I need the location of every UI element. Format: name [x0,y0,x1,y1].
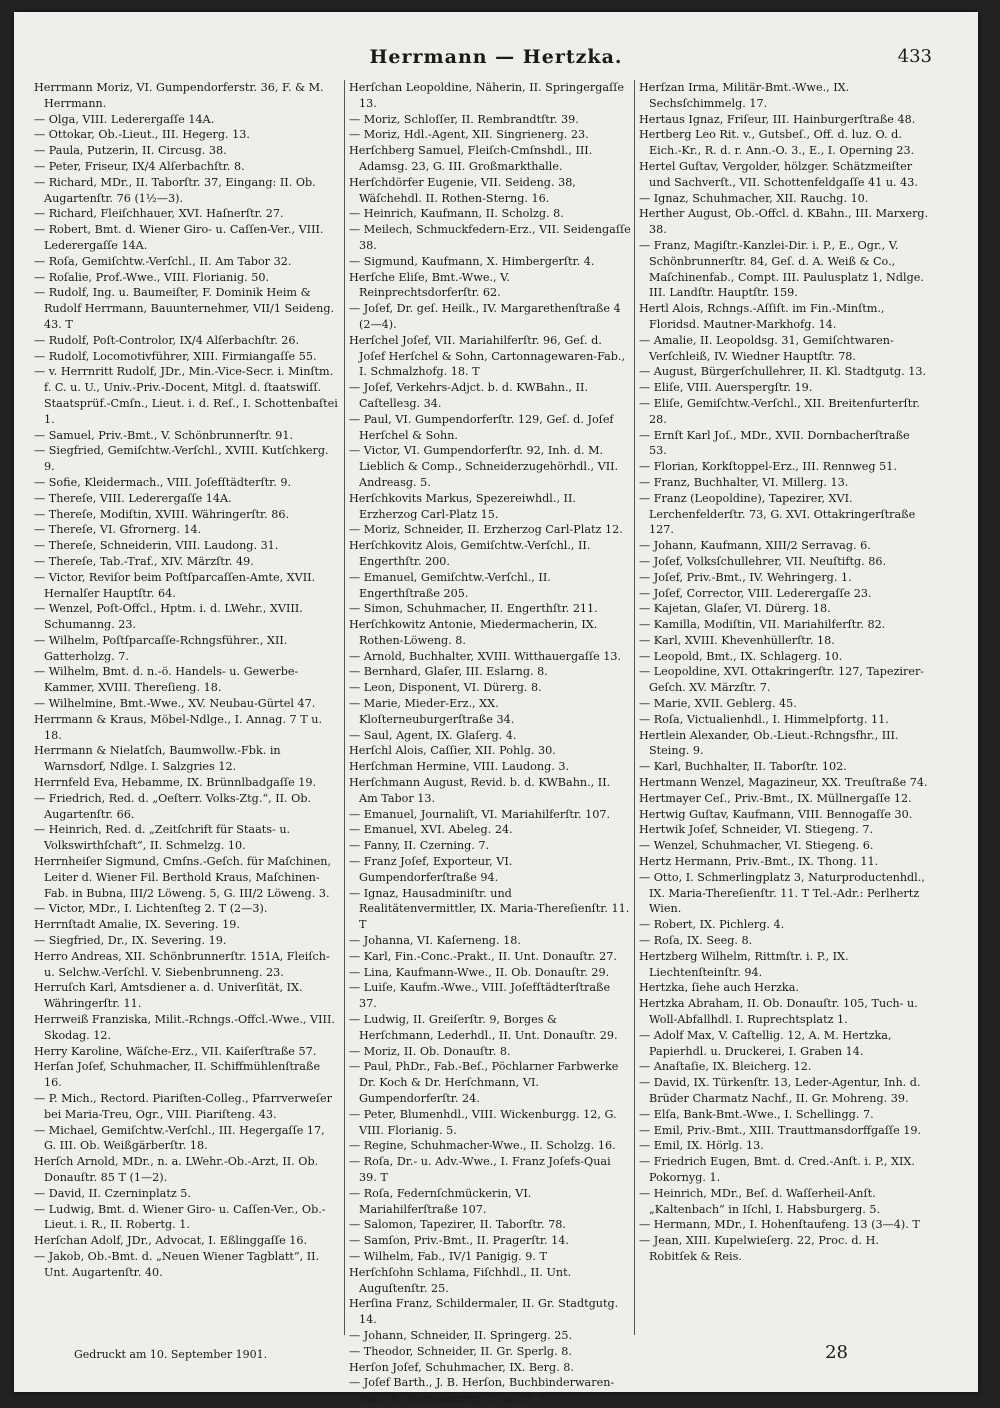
directory-entry: — Ignaz, Schuhmacher, XII. Rauchg. 10. [639,191,869,205]
directory-entry: — Paul, PhDr., Fab.-Beſ., Pöchlarner Farbwerke Dr. Koch & Dr. Herſchmann, VI. Gumpendorferſtr. 24. [349,1060,619,1105]
directory-entry: — Peter, Friseur, IX/4 Alſerbachſtr. 8. [34,159,245,173]
directory-entry: — Samuel, Priv.-Bmt., V. Schönbrunnerſtr. 91. [34,428,294,442]
directory-entry: Herrmann & Kraus, Möbel-Ndlge., I. Annag. 7 T u. 18. [34,712,322,742]
directory-entry: — Bernhard, Glaſer, III. Eslarng. 8. [349,665,548,679]
directory-entry: Herther August, Ob.-Offcl. d. KBahn., III. Marxerg. 38. [639,207,929,237]
directory-entry: — Moriz, Hdl.-Agent, XII. Singrienerg. 23. [349,128,589,142]
directory-entry: — Heinrich, Kaufmann, II. Scholzg. 8. [349,207,564,221]
directory-entry: Herruſch Karl, Amtsdiener a. d. Univerſität, IX. Währingerſtr. 11. [34,981,303,1011]
directory-entry: — Friedrich Eugen, Bmt. d. Cred.-Anſt. i. P., XIX. Pokornyg. 1. [639,1155,915,1184]
directory-entry: — Heinrich, Red. d. „Zeitſchrift für Staats- u. Volkswirthſchaft“, II. Schmelzg. 10. [34,823,291,853]
directory-entry: — Moriz, Schloſſer, II. Rembrandtſtr. 39. [349,112,579,126]
directory-entry: — Joſef Barth., J. B. Herſon, Buchbinderwaren-Fab., X. Puchsbaumg. 25 u. 27. T [349,1376,615,1406]
directory-entry: — Robert, Bmt. d. Wiener Giro- u. Caſſen-Ver., VIII. Lederergaſſe 14A. [34,223,324,252]
directory-entry: — Ludwig, Bmt. d. Wiener Giro- u. Caſſen-Ver., Ob.-Lieut. i. R., II. Robertg. 1. [34,1202,326,1232]
directory-entry: — Karl, XVIII. Khevenhüllerſtr. 18. [639,633,835,647]
directory-entry: — Richard, MDr., II. Taborſtr. 37, Eingang: II. Ob. Augartenſtr. 76 (1½—3). [34,175,316,205]
directory-entry: Herſchel Joſef, VII. Mariahilferſtr. 96, Geſ. d. Joſef Herſchel & Sohn, Cartonnagewaren-Fab., I. Schmalzhofg. 18. T [349,333,626,379]
directory-entry: Herrnfeld Eva, Hebamme, IX. Brünnlbadgaſſe 19. [34,776,317,790]
directory-entry: — Otto, I. Schmerlingplatz 3, Naturproductenhdl., IX. Maria-Thereſienſtr. 11. T Tel.-Adr.: Perlhertz Wien. [639,870,925,916]
signature-mark: 28 [825,1342,848,1363]
directory-entry: — Thereſe, Modiſtin, XVIII. Währingerſtr. 86. [34,507,290,521]
directory-entry: — Moriz, II. Ob. Donauſtr. 8. [349,1044,511,1058]
directory-entry: — Leopold, Bmt., IX. Schlagerg. 10. [639,649,843,663]
directory-entry: — August, Bürgerſchullehrer, II. Kl. Stadtgutg. 13. [639,365,927,379]
directory-entry: Herſchſohn Schlama, Fiſchhdl., II. Unt. Auguſtenſtr. 25. [349,1265,572,1295]
directory-entry: Hertwik Joſef, Schneider, VI. Stiegeng. 7. [639,823,874,837]
directory-entry: — Karl, Fin.-Conc.-Prakt., II. Unt. Donauſtr. 27. [349,949,617,963]
directory-entry: — Joſef, Corrector, VIII. Lederergaſſe 23. [639,586,872,600]
directory-entry: — Wilhelm, Fab., IV/1 Panigig. 9. T [349,1249,547,1263]
directory-entry: — Siegfried, Dr., IX. Severing. 19. [34,934,227,948]
directory-entry: — Meilech, Schmuckfedern-Erz., VII. Seidengaſſe 38. [349,223,631,252]
directory-entry: — Emil, Priv.-Bmt., XIII. Trauttmansdorffgaſſe 19. [639,1123,922,1137]
directory-entry: Herſchberg Samuel, Fleiſch-Cmſnshdl., III. Adamsg. 23, G. III. Großmarkthalle. [349,144,593,173]
directory-entry: Hertberg Leo Rit. v., Gutsbeſ., Off. d. luz. O. d. Eich.-Kr., R. d. r. Ann.-O. 3., E., I. Operning 23. [639,128,915,158]
directory-entry: — Johann, Kaufmann, XIII/2 Serravag. 6. [639,539,871,553]
directory-entry: — Ernſt Karl Joſ., MDr., XVII. Dornbacherſtraße 53. [639,428,910,458]
directory-entry: Herſchmann August, Revid. b. d. KWBahn., II. Am Tabor 13. [349,776,611,805]
directory-entry: — Olga, VIII. Lederergaſſe 14A. [34,112,215,126]
directory-entry: — Simon, Schuhmacher, II. Engerthſtr. 211. [349,602,598,616]
directory-entry: — Eliſe, Gemiſchtw.-Verſchl., XII. Breitenfurterſtr. 28. [639,396,920,426]
directory-entry: — David, II. Czerninplatz 5. [34,1186,191,1200]
directory-entry: — Emanuel, Gemiſchtw.-Verſchl., II. Engerthſtraße 205. [349,570,551,600]
directory-entry: — Amalie, II. Leopoldsg. 31, Gemiſchtwaren-Verſchleiß, IV. Wiedner Hauptſtr. 78. [639,333,894,363]
directory-entry: — Karl, Buchhalter, II. Taborſtr. 102. [639,760,847,774]
directory-entry: — Jean, XIII. Kupelwieſerg. 22, Proc. d. H. Robitſek & Reis. [639,1234,879,1263]
directory-entry: — Anaſtaſie, IX. Bleicherg. 12. [639,1060,812,1074]
directory-page [14,12,978,1406]
directory-entry: — Joſef, Verkehrs-Adjct. b. d. KWBahn., II. Caſtelleзg. 34. [349,381,589,410]
column-1 [34,80,338,1335]
directory-entry: Herſchdörfer Eugenie, VII. Seideng. 38, Wäſchehdl. II. Rothen-Sterng. 16. [349,175,576,205]
directory-entry: — Lina, Kaufmann-Wwe., II. Ob. Donauſtr. 29. [349,965,610,979]
directory-entry: — Eliſe, VIII. Auerspergſtr. 19. [639,381,813,395]
directory-entry: Herſche Eliſe, Bmt.-Wwe., V. Reinprechtsdorferſtr. 62. [349,270,510,300]
directory-entry: — David, IX. Türkenſtr. 13, Leder-Agentur, Inh. d. Brüder Charmatz Nachf., II. Gr. Mohreng. 39. [639,1076,921,1105]
directory-entry: — Sofie, Kleidermach., VIII. Joſefſtädterſtr. 9. [34,475,292,489]
directory-entry: — Victor, MDr., I. Lichtenſteg 2. T (2—3). [34,902,268,916]
directory-entry: — Roſa, Dr.- u. Adv.-Wwe., I. Franz Joſefs-Quai 39. T [349,1155,611,1184]
directory-entry: — Fanny, II. Czerning. 7. [349,839,490,853]
directory-entry: Herſzan Irma, Militär-Bmt.-Wwe., IX. Sechsſchimmelg. 17. [639,81,850,110]
directory-entry: — Ignaz, Hausadminiſtr. und Realitätenvermittler, IX. Maria-Thereſienſtr. 11. T [349,886,630,932]
directory-entry: — Saul, Agent, IX. Glaſerg. 4. [349,728,517,742]
directory-entry: Herſina Franz, Schildermaler, II. Gr. Stadtgutg. 14. [349,1297,619,1327]
directory-entry: — Ottokar, Ob.-Lieut., III. Hegerg. 13. [34,128,250,142]
directory-entry: — Franz, Buchhalter, VI. Millerg. 13. [639,475,849,489]
directory-entry: — Joſef, Dr. geſ. Heilk., IV. Margarethenſtraße 4 (2—4). [349,302,621,331]
directory-entry: — Siegfried, Gemiſchtw.-Verſchl., XVIII. Kutſchkerg. 9. [34,444,329,474]
directory-entry: — Thereſe, Tab.-Traf., XIV. Märzſtr. 49. [34,554,254,568]
directory-entry: — Arnold, Buchhalter, XVIII. Witthauergaſſe 13. [349,649,622,663]
directory-entry: — Rudolf, Poſt-Controlor, IX/4 Alſerbachſtr. 26. [34,333,300,347]
directory-entry: — Robert, IX. Pichlerg. 4. [639,918,785,932]
directory-entry: — Thereſe, VI. Gfrornerg. 14. [34,523,202,537]
directory-entry: — Sigmund, Kaufmann, X. Himbergerſtr. 4. [349,254,595,268]
directory-entry: — Wilhelm, Poſtſparcaſſe-Rchngsführer., XII. Gatterholzg. 7. [34,633,288,663]
directory-entry: — Emanuel, Journaliſt, VI. Mariahilferſtr. 107. [349,807,611,821]
directory-entry: Herſon Joſef, Schuhmacher, IX. Berg. 8. [349,1360,574,1374]
directory-entry: — Wenzel, Schuhmacher, VI. Stiegeng. 6. [639,839,874,853]
directory-entry: — Wilhelm, Bmt. d. n.-ö. Handels- u. Gewerbe-Kammer, XVIII. Thereſieng. 18. [34,665,299,695]
directory-entry: Hertzberg Wilhelm, Rittmſtr. i. P., IX. Liechtenſteinſtr. 94. [639,949,849,979]
column-2 [344,80,631,1406]
directory-entry: Herrmann Moriz, VI. Gumpendorferstr. 36, F. & M. Herrmann. [34,81,324,110]
directory-entry: — Rudolf, Ing. u. Baumeiſter, F. Dominik Heim & Rudolf Herrmann, Bauunternehmer, VII/1 Seideng. 43. T [34,286,335,331]
directory-entry: — Paula, Putzerin, II. Circusg. 38. [34,144,227,158]
directory-entry: — Roſa, IX. Seeg. 8. [639,934,753,948]
directory-entry: — Joſef, Volksſchullehrer, VII. Neuſtiftg. 86. [639,554,887,568]
directory-entry: — Roſa, Victualienhdl., I. Himmelpfortg. 11. [639,712,889,726]
directory-entry: — P. Mich., Rectord. Piariſten-Colleg., Pfarrverweſer bei Maria-Treu, Ogr., VIII. Piariſteng. 43. [34,1092,332,1121]
directory-entry: — Thereſe, VIII. Lederergaſſe 14A. [34,491,232,505]
directory-entry: — Victor, Reviſor beim Poſtſparcaſſen-Amte, XVII. Hernalſer Hauptſtr. 64. [34,570,316,600]
directory-entry: — Samſon, Priv.-Bmt., II. Pragerſtr. 14. [349,1234,569,1248]
directory-entry: — Kajetan, Glaſer, VI. Dürerg. 18. [639,602,831,616]
directory-entry: Hertaus Ignaz, Friſeur, III. Hainburgerſtraße 48. [639,112,916,126]
directory-entry: — Franz Joſef, Exporteur, VI. Gumpendorferſtraße 94. [349,855,513,884]
directory-entry: — Michael, Gemiſchtw.-Verſchl., III. Hegergaſſe 17, G. III. Ob. Weißgärberſtr. 18. [34,1123,325,1153]
directory-entry: Herſchan Adolf, JDr., Advocat, I. Eßlinggaſſe 16. [34,1234,308,1248]
page-title: Herrmann — Hertzka. [369,46,623,68]
directory-entry: — Johann, Schneider, II. Springerg. 25. [349,1328,573,1342]
directory-entry: — Richard, Fleiſchhauer, XVI. Haſnerſtr. 27. [34,207,284,221]
directory-entry: — Hermann, MDr., I. Hohenſtaufeng. 13 (3—4). T [639,1218,920,1232]
directory-entry: — Victor, VI. Gumpendorferſtr. 92, Inh. d. M. Lieblich & Comp., Schneiderzugehörhdl., VII. Andreasg. 5. [349,444,619,489]
directory-entry: Herſchkovits Markus, Spezereiwhdl., II. Erzherzog Carl-Platz 15. [349,491,576,521]
directory-entry: Hertel Guſtav, Vergolder, hölzger. Schätzmeiſter und Sachverſt., VII. Schottenfeldgaſſe 41 u. 43. [639,159,918,189]
directory-entry: Herro Andreas, XII. Schönbrunnerſtr. 151A, Fleiſch- u. Selchw.-Verſchl. V. Siebenbrunneng. 23. [34,949,330,979]
directory-entry: — Franz (Leopoldine), Tapezirer, XVI. Lerchenfelderſtr. 73, G. XVI. Ottakringerſtraße 127. [639,491,916,537]
directory-entry: — Marie, XVII. Geblerg. 45. [639,697,797,711]
directory-entry: — Heinrich, MDr., Beſ. d. Waſſerheil-Anſt. „Kaltenbach“ in Iſchl, I. Habsburgerg. 5. [639,1186,881,1216]
directory-entry: — Johanna, VI. Kaſerneng. 18. [349,934,521,948]
directory-entry: — Thereſe, Schneiderin, VIII. Laudong. 31. [34,539,279,553]
directory-entry: — Paul, VI. Gumpendorferſtr. 129, Geſ. d. Joſef Herſchel & Sohn. [349,412,614,442]
directory-entry: — Kamilla, Modiſtin, VII. Mariahilferſtr. 82. [639,618,886,632]
directory-entry: Hertz Hermann, Priv.-Bmt., IX. Thong. 11. [639,855,879,869]
directory-entry: Herſchman Hermine, VIII. Laudong. 3. [349,760,570,774]
directory-entry: — Roſa, Gemiſchtw.-Verſchl., II. Am Tabor 32. [34,254,292,268]
directory-entry: — Marie, Mieder-Erz., XX. Kloſterneuburgerſtraße 34. [349,697,515,726]
directory-entry: Hertzka Abraham, II. Ob. Donauſtr. 105, Tuch- u. Woll-Abfallhdl. I. Ruprechtsplatz 1. [639,997,918,1027]
directory-entry: Hertlein Alexander, Ob.-Lieut.-Rchngsfhr., III. Steing. 9. [639,728,899,758]
directory-entry: — Rudolf, Locomotivführer, XIII. Firmiangaſſe 55. [34,349,317,363]
column-3 [634,80,929,1335]
directory-entry: — Salomon, Tapezirer, II. Taborſtr. 78. [349,1218,566,1232]
directory-entry: Herſchan Leopoldine, Näherin, II. Springergaſſe 13. [349,81,625,110]
print-date: Gedruckt am 10. September 1901. [74,1348,268,1361]
directory-entry: — Emil, IX. Hörlg. 13. [639,1139,764,1153]
directory-entry: Hertl Alois, Rchngs.-Aſſiſt. im Fin.-Minſtm., Floridsd. Mautner-Markhofg. 14. [639,302,885,331]
directory-entry: — Emanuel, XVI. Abeleg. 24. [349,823,513,837]
directory-entry: Herſchkowitz Antonie, Miedermacherin, IX. Rothen-Löweng. 8. [349,618,598,647]
directory-entry: Herſchl Alois, Caſſier, XII. Pohlg. 30. [349,744,556,758]
directory-entry: Herry Karoline, Wäſche-Erz., VII. Kaiſerſtraße 57. [34,1044,317,1058]
directory-entry: — Luiſe, Kaufm.-Wwe., VIII. Joſefſtädterſtraße 37. [349,981,611,1011]
directory-entry: Herrnſtadt Amalie, IX. Severing. 19. [34,918,240,932]
directory-entry: — Roſalie, Prof.-Wwe., VIII. Florianig. 50. [34,270,270,284]
directory-entry: — Elſa, Bank-Bmt.-Wwe., I. Schellingg. 7. [639,1107,874,1121]
directory-entry: — Wenzel, Poſt-Offcl., Hptm. i. d. LWehr., XVIII. Schumanng. 23. [34,602,303,632]
directory-entry: — Leon, Disponent, VI. Dürerg. 8. [349,681,542,695]
directory-entry: — Florian, Korkſtoppel-Erz., III. Rennweg 51. [639,460,897,474]
page-number: 433 [897,46,932,67]
directory-entry: — Joſef, Priv.-Bmt., IV. Wehringerg. 1. [639,570,852,584]
directory-entry: — Regine, Schuhmacher-Wwe., II. Scholzg. 16. [349,1139,616,1153]
directory-entry: — Leopoldine, XVI. Ottakringerſtr. 127, Tapezirer-Geſch. XV. Märzſtr. 7. [639,665,925,695]
directory-entry: — Moriz, Schneider, II. Erzherzog Carl-Platz 12. [349,523,623,537]
directory-entry: — Jakob, Ob.-Bmt. d. „Neuen Wiener Tagblatt“, II. Unt. Augartenſtr. 40. [34,1249,320,1279]
directory-entry: Herrweiß Franziska, Milit.-Rchngs.-Offcl.-Wwe., VIII. Skodag. 12. [34,1013,335,1042]
directory-entry: — Adolf Max, V. Caſtellig. 12, A. M. Hertzka, Papierhdl. u. Druckerei, I. Graben 14. [639,1028,892,1058]
directory-entry: — Franz, Magiſtr.-Kanzlei-Dir. i. P., E., Ogr., V. Schönbrunnerſtr. 84, Geſ. d. A. Weiß & Co., Maſchinenfab., Compt. III. Paulusplatz 1, Ndlge. III. Landſtr. Hauptſtr. 159. [639,238,924,300]
directory-entry: — Friedrich, Red. d. „Oeſterr. Volks-Ztg.“, II. Ob. Augartenſtr. 66. [34,791,312,821]
directory-entry: — Roſa, Federnſchmückerin, VI. Mariahilferſtraße 107. [349,1186,532,1216]
directory-entry: Herſchkovitz Alois, Gemiſchtw.-Verſchl., II. Engerthſtr. 200. [349,539,591,568]
directory-entry: Herrnheiſer Sigmund, Cmſns.-Geſch. für Maſchinen, Leiter d. Wiener Fil. Berthold Kraus, Maſchinen-Fab. in Bubna, III/2 Löweng. 5, G. III/2 Löweng. 3. [34,855,332,900]
directory-entry: Herſch Arnold, MDr., n. a. LWehr.-Ob.-Arzt, II. Ob. Donauſtr. 85 T (1—2). [34,1155,319,1184]
directory-entry: — Ludwig, II. Greiſerſtr. 9, Borges & Herſchmann, Lederhdl., II. Unt. Donauſtr. 29. [349,1013,618,1042]
directory-entry: — Peter, Blumenhdl., VIII. Wickenburgg. 12, G. VIII. Florianig. 5. [349,1107,617,1137]
directory-entry: Hertwig Guſtav, Kaufmann, VIII. Bennogaſſe 30. [639,807,913,821]
directory-entry: Hertzka, ſiehe auch Herzka. [639,981,799,995]
directory-entry: Hertmann Wenzel, Magazineur, XX. Treuſtraße 74. [639,776,928,790]
directory-entry: — Theodor, Schneider, II. Gr. Sperlg. 8. [349,1344,572,1358]
directory-entry: Herſan Joſef, Schuhmacher, II. Schiffmühlenſtraße 16. [34,1060,321,1090]
directory-entry: — v. Herrnritt Rudolf, JDr., Min.-Vice-Secr. i. Minſtm. f. C. u. U., Univ.-Priv.-Docent, Mitgl. d. ſtaatswiſſ. Staatsprüf.-Cmſn., Lieut. i. d. Reſ., I. Schottenbaſtei 1. [34,365,338,426]
directory-entry: Herrmann & Nielatſch, Baumwollw.-Fbk. in Warnsdorf, Ndlge. I. Salzgries 12. [34,744,281,774]
directory-entry: — Wilhelmine, Bmt.-Wwe., XV. Neubau-Gürtel 47. [34,697,316,711]
directory-entry: Hertmayer Ceſ., Priv.-Bmt., IX. Müllnergaſſe 12. [639,791,912,805]
